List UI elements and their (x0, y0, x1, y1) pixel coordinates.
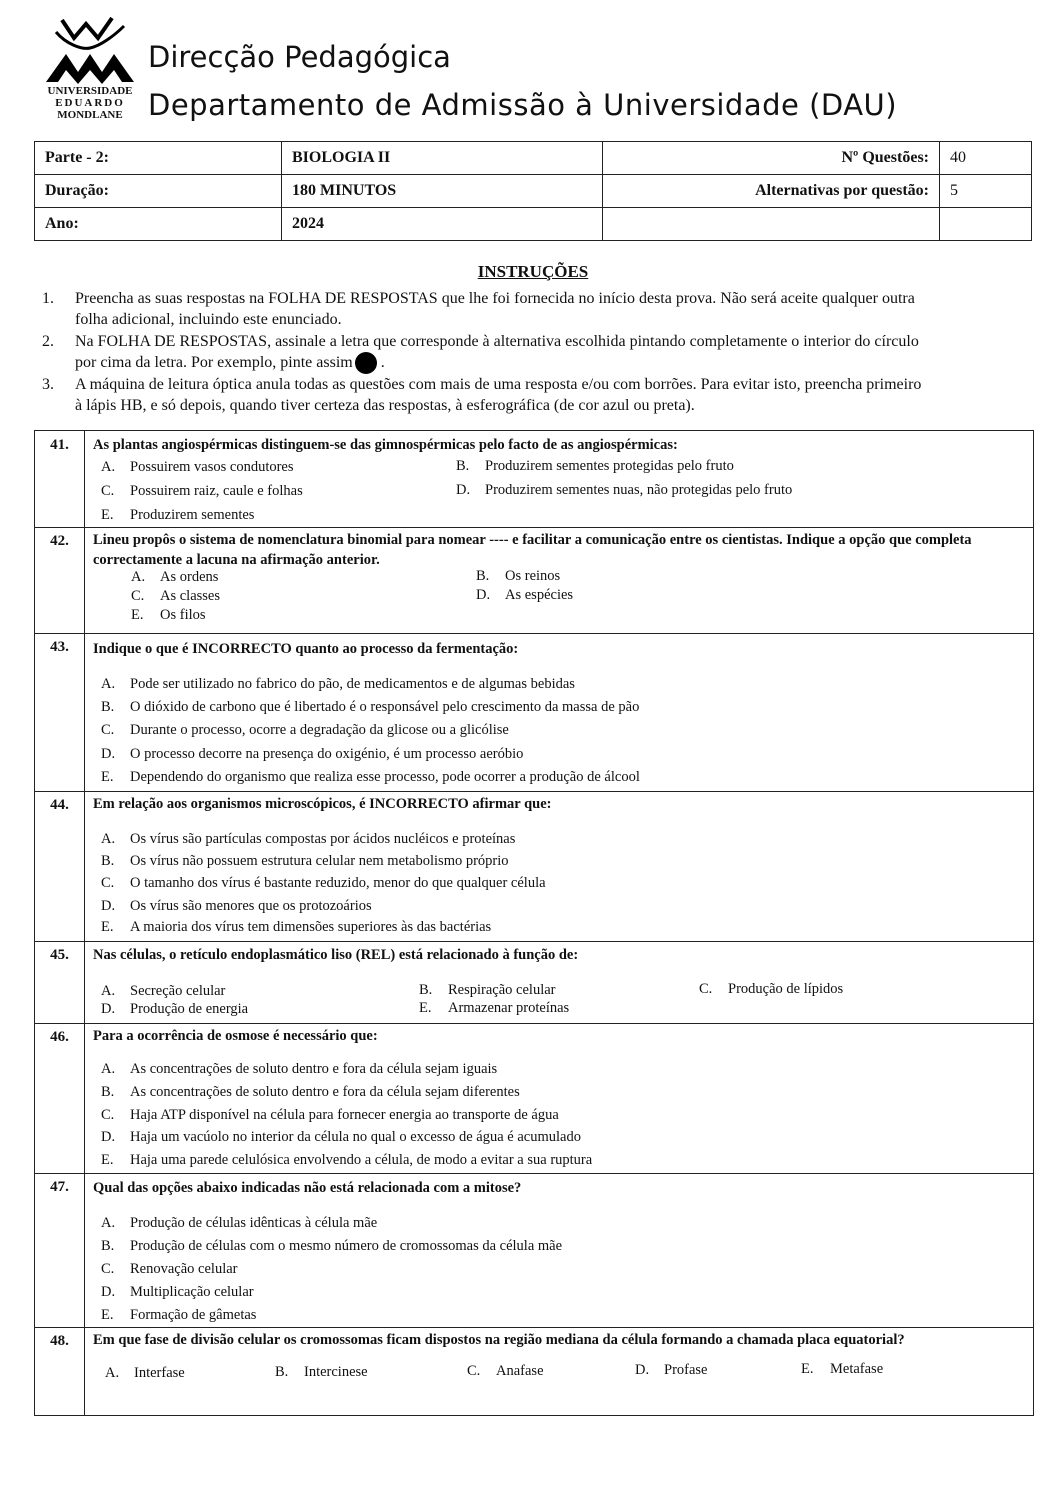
question-stem: Nas células, o retículo endoplasmático liso (REL) está relacionado à função de: (93, 947, 579, 963)
option-d: D. Haja um vacúolo no interior da célula no qual o excesso de água é acumulado (101, 1129, 581, 1145)
option-c: C. Durante o processo, ocorre a degradação da glicose ou a glicólise (101, 722, 509, 738)
option-e: E. Metafase (801, 1361, 884, 1377)
instructions-title: INSTRUÇÕES (477, 262, 589, 281)
option-d: D. Produção de energia (101, 1001, 249, 1017)
question-stem: Lineu propôs o sistema de nomenclatura binomial para nomear ---- e facilitar a comunicação entre os cientistas. Indique a opção que completa correctamente a lacuna na afirmação anterior. (93, 532, 972, 568)
header-title: Direcção Pedagógica (148, 40, 451, 74)
option-e: E. Produzirem sementes (101, 507, 255, 523)
option-b: B. O dióxido de carbono que é libertado é o responsável pelo crescimento da massa de pão (101, 699, 640, 715)
alternativas-label: Alternativas por questão: (603, 175, 940, 208)
option-e: E. A maioria dos vírus tem dimensões superiores às das bactérias (101, 919, 492, 935)
ano-label: Ano: (35, 208, 282, 241)
logo-text: UNIVERSIDADE EDUARDO MONDLANE (47, 85, 133, 121)
question-number: 46. (50, 1029, 69, 1045)
option-d: D. Produzirem sementes nuas, não protegidas pelo fruto (456, 482, 793, 498)
option-b: B. Respiração celular (419, 982, 556, 998)
option-d: D. Os vírus são menores que os protozoários (101, 898, 372, 914)
filled-circle-icon (355, 352, 377, 374)
option-e: E. Formação de gâmetas (101, 1307, 257, 1323)
parte-value: BIOLOGIA II (282, 142, 603, 175)
option-a: A. Secreção celular (101, 983, 226, 999)
duracao-value: 180 MINUTOS (282, 175, 603, 208)
option-b: B. Os vírus não possuem estrutura celular nem metabolismo próprio (101, 853, 509, 869)
question-41 (35, 431, 1033, 528)
option-c: C. Possuirem raiz, caule e folhas (101, 483, 303, 499)
option-a: A. Os vírus são partículas compostas por ácidos nucléicos e proteínas (101, 831, 516, 847)
question-number: 43. (50, 639, 69, 655)
option-a: A. Interfase (105, 1365, 185, 1381)
option-a: A. As ordens (131, 569, 219, 585)
question-stem: Em que fase de divisão celular os cromossomas ficam dispostos na região mediana da célula formando a chamada placa equatorial? (93, 1332, 905, 1348)
option-b: B. Produção de células com o mesmo número de cromossomas da célula mãe (101, 1238, 563, 1254)
option-d: D. Multiplicação celular (101, 1284, 254, 1300)
parte-label: Parte - 2: (35, 142, 282, 175)
question-number: 45. (50, 947, 69, 963)
option-c: C. O tamanho dos vírus é bastante reduzido, menor do que qualquer célula (101, 875, 546, 891)
option-c: C. Renovação celular (101, 1261, 238, 1277)
question-number: 42. (50, 533, 69, 549)
question-46 (35, 1023, 1033, 1174)
question-stem: As plantas angiospérmicas distinguem-se das gimnospérmicas pelo facto de as angiospérmicas: (93, 437, 678, 453)
question-42 (35, 527, 1033, 634)
option-b: B. Intercinese (275, 1364, 368, 1380)
option-a: A. As concentrações de soluto dentro e fora da célula sejam iguais (101, 1061, 498, 1077)
option-b: B. As concentrações de soluto dentro e fora da célula sejam diferentes (101, 1084, 520, 1100)
question-number: 44. (50, 797, 69, 813)
option-b: B. Produzirem sementes protegidas pelo fruto (456, 458, 734, 474)
option-a: A. Produção de células idênticas à célula mãe (101, 1215, 378, 1231)
instruction-item: 1. Preencha as suas respostas na FOLHA DE RESPOSTAS que lhe foi fornecida no início desta prova. Não será aceite qualquer outra folha adicional, incluindo este enunciado. (42, 290, 915, 328)
question-43 (35, 633, 1033, 792)
question-44 (35, 791, 1033, 942)
question-number: 47. (50, 1179, 69, 1195)
option-e: E. Dependendo do organismo que realiza esse processo, pode ocorrer a produção de álcool (101, 769, 640, 785)
question-45 (35, 941, 1033, 1024)
option-c: C. Haja ATP disponível na célula para fornecer energia ao transporte de água (101, 1107, 559, 1123)
question-stem: Indique o que é INCORRECTO quanto ao processo da fermentação: (93, 641, 519, 657)
option-a: A. Possuirem vasos condutores (101, 459, 294, 475)
questions-table (34, 430, 1034, 1416)
question-number: 41. (50, 437, 69, 453)
question-number: 48. (50, 1333, 69, 1349)
ano-value: 2024 (282, 208, 603, 241)
header-subtitle: Departamento de Admissão à Universidade (DAU) (148, 88, 898, 122)
option-a: A. Pode ser utilizado no fabrico do pão, de medicamentos e de algumas bebidas (101, 676, 575, 692)
duracao-label: Duração: (35, 175, 282, 208)
questoes-label: Nº Questões: (603, 142, 940, 175)
option-e: E. Armazenar proteínas (419, 1000, 570, 1016)
questoes-value: 40 (940, 142, 1032, 175)
exam-info-table (34, 141, 1032, 241)
question-47 (35, 1173, 1033, 1328)
instruction-item: 3. A máquina de leitura óptica anula todas as questões com mais de uma resposta e/ou com borrões. Para evitar isto, preencha primeiro à lápis HB, e só depois, quando tiver certeza das respostas, à esferográfica (de cor azul ou preta). (42, 376, 922, 414)
option-e: E. Haja uma parede celulósica envolvendo a célula, de modo a evitar a sua ruptura (101, 1152, 593, 1168)
option-c: C. Produção de lípidos (699, 981, 844, 997)
alternativas-value: 5 (940, 175, 1032, 208)
option-c: C. As classes (131, 588, 221, 604)
option-d: D. As espécies (476, 587, 574, 603)
option-b: B. Os reinos (476, 568, 561, 584)
option-d: D. Profase (635, 1362, 708, 1378)
option-c: C. Anafase (467, 1363, 544, 1379)
question-48 (35, 1327, 1033, 1415)
option-d: D. O processo decorre na presença do oxigénio, é um processo aeróbio (101, 746, 524, 762)
question-stem: Qual das opções abaixo indicadas não está relacionada com a mitose? (93, 1180, 522, 1196)
question-stem: Em relação aos organismos microscópicos, é INCORRECTO afirmar que: (93, 796, 552, 812)
option-e: E. Os filos (131, 607, 206, 623)
instruction-item: 2. Na FOLHA DE RESPOSTAS, assinale a letra que corresponde à alternativa escolhida pintando completamente o interior do círculo por cima da letra. Por exemplo, pinte assim . (42, 331, 1022, 374)
question-stem: Para a ocorrência de osmose é necessário que: (93, 1028, 378, 1044)
